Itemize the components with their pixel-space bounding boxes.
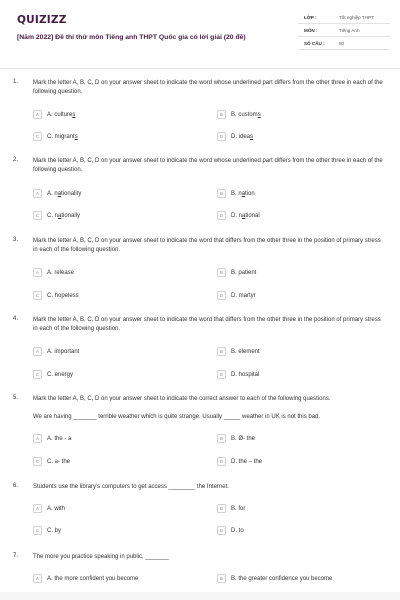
option-a[interactable] — [33, 267, 74, 278]
option-letter-box: B — [217, 268, 226, 277]
option-letter-box: B — [217, 189, 226, 198]
option-a[interactable] — [33, 188, 81, 199]
option-a[interactable] — [33, 109, 75, 120]
option-b[interactable] — [217, 433, 255, 444]
option-d[interactable] — [217, 290, 256, 301]
option-letter-box: A — [33, 110, 42, 119]
option-letter-box: B — [217, 434, 226, 443]
question-text: Mark the letter A, B, C, D on your answer sheet to indicate the correct answer to each of the following questions. — [33, 396, 331, 402]
option-d[interactable] — [217, 456, 262, 467]
option-letter-box: C — [33, 370, 42, 379]
worksheet-meta — [298, 11, 390, 50]
meta-label: MÔN : — [304, 27, 318, 33]
option-text: C. hopeless — [47, 292, 79, 299]
option-b[interactable] — [217, 109, 261, 120]
option-b[interactable] — [217, 503, 245, 514]
option-d[interactable] — [217, 131, 253, 142]
option-text: D. ideas — [231, 133, 254, 140]
question-number: 6. — [13, 483, 19, 489]
option-text: D. to — [231, 527, 244, 534]
option-text: A. release — [47, 269, 75, 276]
question-number: 1. — [13, 79, 19, 85]
option-letter-box: A — [33, 504, 42, 513]
option-b[interactable] — [217, 346, 260, 357]
question-text: Mark the letter A, B, C, D on your answer sheet to indicate the word whose underlined part differs from the other three in each of the following question. — [33, 158, 383, 173]
option-text: A. the - a — [47, 435, 72, 442]
option-text: A. the more confident you become — [47, 575, 139, 582]
option-letter-box: C — [33, 211, 42, 220]
option-text: B. patient — [231, 269, 257, 276]
option-text: C. nationally — [47, 212, 81, 219]
option-text: D. martyr — [231, 292, 256, 299]
worksheet-header — [0, 0, 400, 62]
option-letter-box: B — [217, 347, 226, 356]
option-letter-box: D — [217, 457, 226, 466]
option-b[interactable] — [217, 573, 332, 584]
option-text: A. cultures — [47, 111, 76, 118]
option-text: D. the – the — [231, 458, 263, 465]
option-text: B. customs — [231, 111, 261, 118]
question-number: 7. — [13, 553, 19, 559]
option-text: C. a- the — [47, 458, 71, 465]
question-text: The more you practice speaking in public, _______ — [33, 554, 169, 560]
option-text: B. for — [231, 505, 246, 512]
option-letter-box: A — [33, 434, 42, 443]
meta-value: 50 — [339, 40, 345, 46]
option-letter-box: A — [33, 189, 42, 198]
option-a[interactable] — [33, 503, 65, 514]
option-c[interactable] — [33, 525, 61, 536]
option-text: B. Ø- the — [231, 435, 256, 442]
option-a[interactable] — [33, 433, 71, 444]
option-text: C. by — [47, 527, 62, 534]
quizizz-logo: QUIZIZZ — [17, 14, 67, 26]
option-text: D. national — [231, 212, 260, 219]
option-text: C. energy — [47, 371, 74, 378]
option-letter-box: D — [217, 370, 226, 379]
page-bottom-edge — [0, 592, 400, 600]
option-letter-box: A — [33, 268, 42, 277]
question-prompt: We are having _______ terrible weather which is quite strange. Usually _____ weather in UK is not this bad. — [33, 414, 321, 420]
option-c[interactable] — [33, 210, 80, 221]
option-d[interactable] — [217, 369, 259, 380]
option-letter-box: B — [217, 574, 226, 583]
question-text: Mark the letter A, B, C, D on your answer sheet to indicate the word whose underlined part differs from the other three in each of the following question. — [33, 80, 383, 95]
meta-value: Tốt nghiệp THPT — [339, 14, 374, 20]
question-text: Mark the letter A, B, C, D on your answer sheet to indicate the word that differs from the other three in the position of primary stress in each of the following question. — [33, 238, 381, 253]
option-text: A. nationality — [47, 190, 82, 197]
meta-value: Tiếng Anh — [339, 27, 360, 33]
option-text: B. the greater confidence you become — [231, 575, 333, 582]
option-text: B. element — [231, 348, 260, 355]
option-letter-box: C — [33, 291, 42, 300]
meta-row-question-count — [298, 37, 390, 50]
option-text: A. with — [47, 505, 66, 512]
question-number: 2. — [13, 157, 19, 163]
option-text: A. important — [47, 348, 80, 355]
option-b[interactable] — [217, 188, 255, 199]
option-b[interactable] — [217, 267, 256, 278]
option-c[interactable] — [33, 290, 79, 301]
option-letter-box: B — [217, 110, 226, 119]
question-text: Students use the library's computers to get access ________ the Internet. — [33, 484, 229, 490]
option-a[interactable] — [33, 346, 79, 357]
option-letter-box: D — [217, 291, 226, 300]
option-d[interactable] — [217, 525, 244, 536]
option-c[interactable] — [33, 369, 73, 380]
option-letter-box: B — [217, 504, 226, 513]
option-letter-box: C — [33, 457, 42, 466]
option-c[interactable] — [33, 131, 78, 142]
question-number: 3. — [13, 237, 19, 243]
option-text: C. migrants — [47, 133, 78, 140]
meta-label: SỐ CÂU : — [304, 40, 325, 46]
meta-label: LỚP : — [304, 14, 317, 20]
option-text: D. hospital — [231, 371, 260, 378]
option-letter-box: D — [217, 526, 226, 535]
option-letter-box: C — [33, 526, 42, 535]
question-text: Mark the letter A, B, C, D on your answer sheet to indicate the word that differs from the other three in the position of primary stress in each of the following question. — [33, 317, 381, 332]
meta-row-grade — [298, 11, 390, 24]
option-d[interactable] — [217, 210, 260, 221]
meta-row-subject — [298, 24, 390, 37]
worksheet-title: [Năm 2022] Đề thi thử môn Tiếng anh THPT Quốc gia có lời giải (20 đề) — [17, 34, 246, 41]
option-text: B. nation — [231, 190, 255, 197]
question-number: 4. — [13, 316, 19, 322]
header-divider — [0, 68, 400, 69]
option-letter-box: D — [217, 211, 226, 220]
option-letter-box: C — [33, 132, 42, 141]
option-a[interactable] — [33, 573, 138, 584]
option-letter-box: A — [33, 347, 42, 356]
option-letter-box: A — [33, 574, 42, 583]
option-letter-box: D — [217, 132, 226, 141]
option-c[interactable] — [33, 456, 70, 467]
question-number: 5. — [13, 395, 19, 401]
